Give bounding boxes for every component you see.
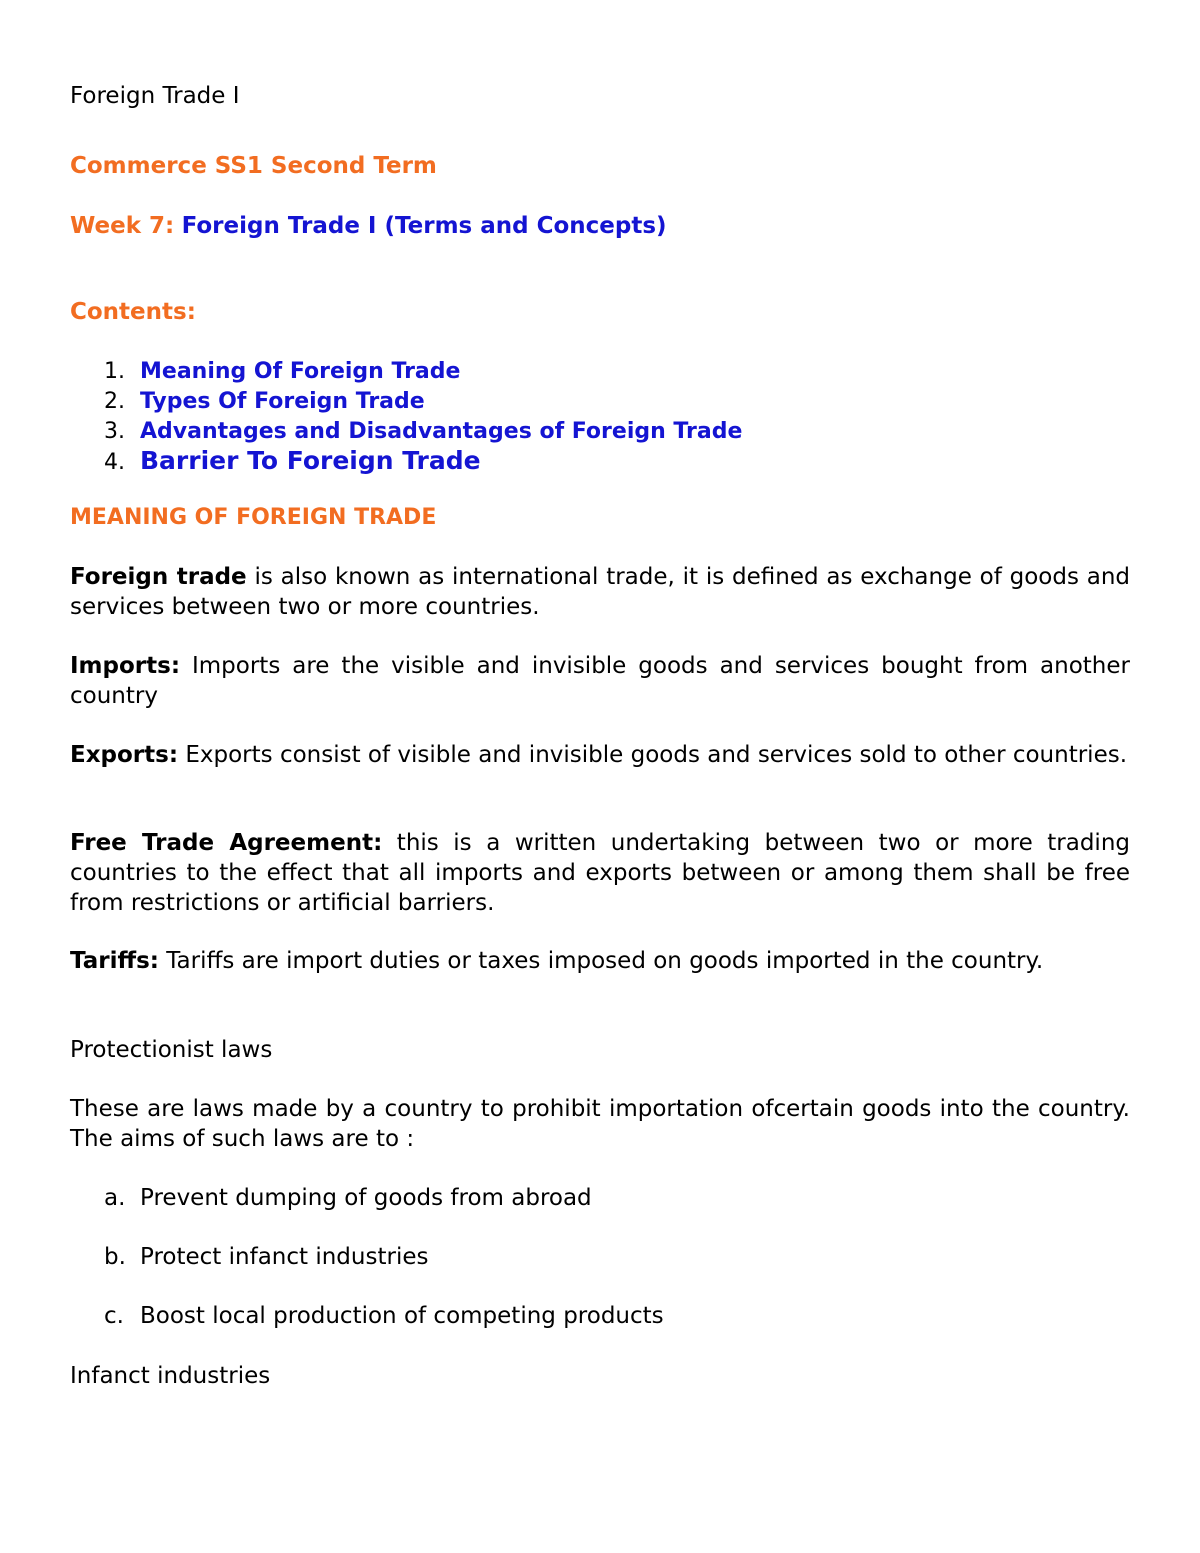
contents-item-link[interactable]: Barrier To Foreign Trade <box>140 446 481 475</box>
definition-term: Exports: <box>70 742 179 768</box>
contents-item-number: 3. <box>104 419 125 444</box>
aim-marker: b. <box>104 1244 126 1270</box>
week-label: Week 7: <box>70 213 175 239</box>
contents-item-number: 1. <box>104 359 125 384</box>
aim-item <box>104 1301 664 1331</box>
contents-item-types[interactable] <box>104 387 425 417</box>
definition-foreign-trade <box>70 562 1130 622</box>
week-topic: Foreign Trade I (Terms and Concepts) <box>181 213 667 239</box>
contents-heading: Contents: <box>70 299 196 325</box>
definition-text: Tariffs are import duties or taxes imposed on goods imported in the country. <box>159 948 1044 974</box>
definition-term: Free Trade Agreement: <box>70 830 383 856</box>
definition-exports <box>70 740 1130 770</box>
contents-item-barrier[interactable] <box>104 446 481 478</box>
definition-tariffs <box>70 946 1130 976</box>
definition-term: Imports: <box>70 653 181 679</box>
definition-imports <box>70 651 1130 711</box>
definition-term: Foreign trade <box>70 564 247 590</box>
contents-item-meaning[interactable] <box>104 357 460 387</box>
aim-marker: a. <box>104 1185 126 1211</box>
definition-text: Exports consist of visible and invisible goods and services sold to other countries. <box>178 742 1128 768</box>
section-heading: MEANING OF FOREIGN TRADE <box>70 505 437 530</box>
course-title: Commerce SS1 Second Term <box>70 153 437 179</box>
aim-item <box>104 1183 592 1213</box>
aim-label: Boost local production of competing products <box>140 1303 664 1329</box>
protectionist-heading: Protectionist laws <box>70 1037 273 1063</box>
aim-label: Protect infanct industries <box>140 1244 429 1270</box>
contents-item-link[interactable]: Types Of Foreign Trade <box>140 389 425 414</box>
protectionist-text: These are laws made by a country to prohibit importation ofcertain goods into the country. The aims of such laws are to : <box>70 1096 1130 1152</box>
contents-item-number: 4. <box>104 450 125 475</box>
aim-item <box>104 1242 428 1272</box>
document-title: Foreign Trade I <box>70 83 240 109</box>
definition-text: Imports are the visible and invisible goods and services bought from another country <box>70 653 1130 709</box>
contents-item-number: 2. <box>104 389 125 414</box>
definition-term: Tariffs: <box>70 948 159 974</box>
infant-industries-heading: Infanct industries <box>70 1363 271 1389</box>
week-line <box>70 211 667 241</box>
definition-text: this is a written undertaking between two or more trading countries to the effect that all imports and exports between or among them shall be free from restrictions or artificial barriers. <box>70 830 1130 916</box>
contents-item-advantages[interactable] <box>104 417 742 447</box>
definition-free-trade-agreement <box>70 828 1130 918</box>
aim-label: Prevent dumping of goods from abroad <box>140 1185 592 1211</box>
aim-marker: c. <box>104 1303 124 1329</box>
contents-item-link[interactable]: Meaning Of Foreign Trade <box>140 359 461 384</box>
definition-text: is also known as international trade, it is defined as exchange of goods and services between two or more countries. <box>70 564 1130 620</box>
contents-item-link[interactable]: Advantages and Disadvantages of Foreign Trade <box>140 419 743 444</box>
